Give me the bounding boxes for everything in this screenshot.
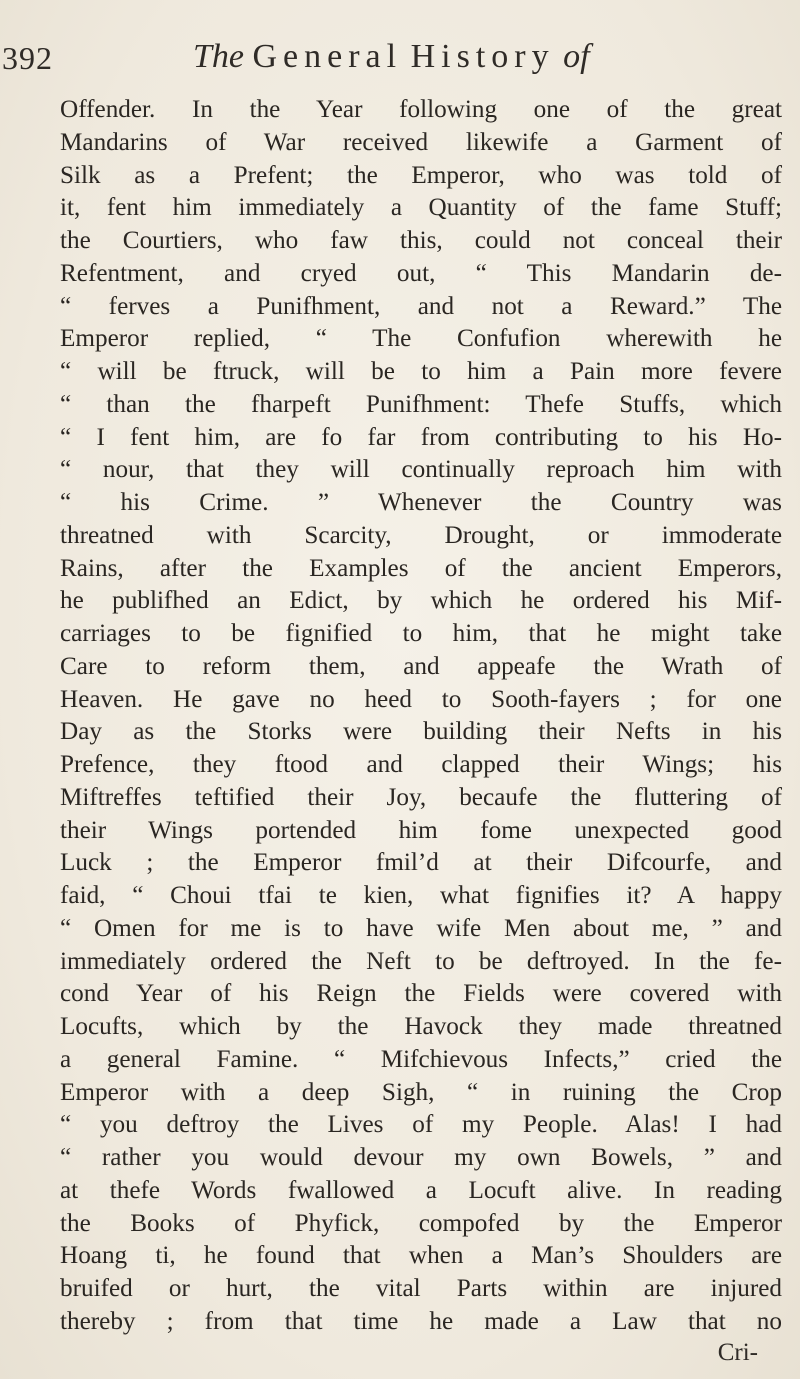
text-line: carriages to be fignified to him, that he might take xyxy=(60,620,782,647)
running-head-of: of xyxy=(563,38,590,75)
text-line: Day as the Storks were building their Nefts in his xyxy=(60,718,782,746)
text-line: Mandarins of War received likewife a Garment of xyxy=(60,128,782,156)
text-line: Offender. In the Year following one of the great xyxy=(60,96,782,123)
body-text xyxy=(60,94,782,1339)
text-line: Emperor with a deep Sigh, “ in ruining the Crop xyxy=(60,1078,782,1106)
text-line: the Books of Phyfick, compofed by the Emperor xyxy=(60,1209,782,1237)
text-line: a general Famine. “ Mifchievous Infects,” cried the xyxy=(60,1045,782,1073)
running-head xyxy=(193,38,590,76)
catchword: Cri- xyxy=(717,1339,758,1366)
page-number: 392 xyxy=(2,40,53,76)
text-line: “ rather you would devour my own Bowels, ” and xyxy=(60,1144,782,1171)
text-line: Heaven. He gave no heed to Sooth-fayers ; for one xyxy=(60,685,782,713)
text-line: faid, “ Choui tfai te kien, what fignifies it? A happy xyxy=(60,882,782,909)
text-line: Prefence, they ftood and clapped their Wings; his xyxy=(60,751,782,778)
text-line: it, fent him immediately a Quantity of the fame Stuff; xyxy=(60,194,782,222)
running-head-the: The xyxy=(193,38,244,75)
running-head-general: General xyxy=(252,38,403,75)
text-line: immediately ordered the Neft to be deftroyed. In the fe- xyxy=(60,947,782,975)
text-line: “ his Crime. ” Whenever the Country was xyxy=(60,489,782,516)
text-line: at thefe Words fwallowed a Locuft alive. In reading xyxy=(60,1176,782,1204)
text-line: threatned with Scarcity, Drought, or immoderate xyxy=(60,521,782,549)
text-line: “ ferves a Punifhment, and not a Reward.” The xyxy=(60,292,782,320)
text-line: Miftreffes teftified their Joy, becaufe the fluttering of xyxy=(60,783,782,811)
text-line: Care to reform them, and appeafe the Wrath of xyxy=(60,652,782,680)
text-line: bruifed or hurt, the vital Parts within are injured xyxy=(60,1275,782,1302)
text-line: Refentment, and cryed out, “ This Mandarin de- xyxy=(60,259,782,287)
text-line: “ than the fharpeft Punifhment: Thefe Stuffs, which xyxy=(60,390,782,418)
text-line: Locufts, which by the Havock they made threatned xyxy=(60,1013,782,1040)
text-line: Emperor replied, “ The Confufion wherewith he xyxy=(60,325,782,353)
text-line: “ you deftroy the Lives of my People. Alas! I had xyxy=(60,1111,782,1139)
text-line: “ nour, that they will continually reproach him with xyxy=(60,456,782,484)
text-line: thereby ; from that time he made a Law that no xyxy=(60,1307,782,1335)
text-line: he publifhed an Edict, by which he ordered his Mif- xyxy=(60,587,782,615)
text-line: the Courtiers, who faw this, could not conceal their xyxy=(60,227,782,254)
text-line: “ will be ftruck, will be to him a Pain more fevere xyxy=(60,358,782,385)
text-line: Silk as a Prefent; the Emperor, who was told of xyxy=(60,161,782,189)
text-line: Hoang ti, he found that when a Man’s Shoulders are xyxy=(60,1242,782,1270)
text-line: their Wings portended him fome unexpected good xyxy=(60,816,782,844)
text-line: Rains, after the Examples of the ancient Emperors, xyxy=(60,554,782,582)
text-line: “ I fent him, are fo far from contributing to his Ho- xyxy=(60,423,782,451)
text-line: “ Omen for me is to have wife Men about me, ” and xyxy=(60,914,782,942)
text-line: cond Year of his Reign the Fields were covered with xyxy=(60,980,782,1008)
text-line: Luck ; the Emperor fmil’d at their Difcourfe, and xyxy=(60,849,782,877)
running-head-history: History xyxy=(410,38,555,75)
